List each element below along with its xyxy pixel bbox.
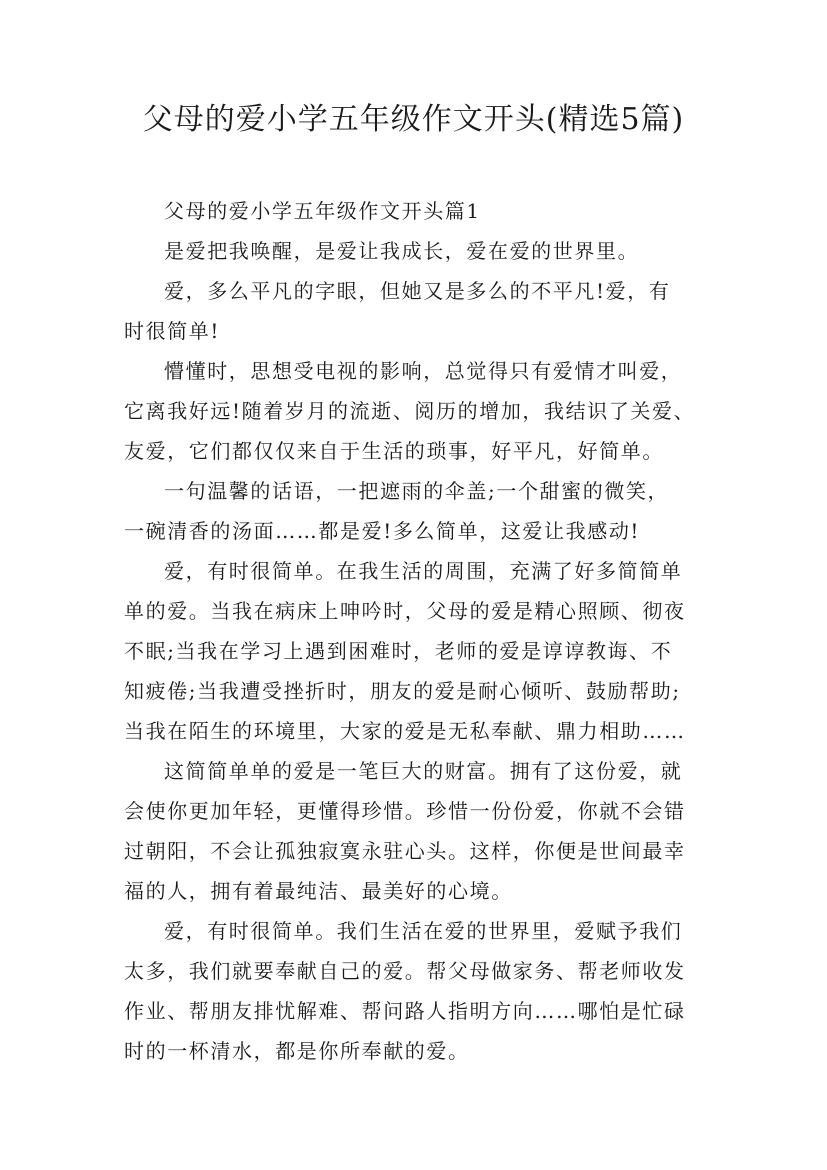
text-line: 过朝阳，不会让孤独寂寞永驻心头。这样，你便是世间最幸 bbox=[124, 839, 686, 863]
paragraph bbox=[124, 231, 714, 271]
paragraph bbox=[124, 911, 714, 1071]
text-line: 爱，有时很简单。我们生活在爱的世界里，爱赋予我们 bbox=[164, 919, 683, 943]
text-line: 一句温馨的话语，一把遮雨的伞盖;一个甜蜜的微笑， bbox=[164, 479, 670, 503]
document-body bbox=[124, 191, 714, 1071]
text-line: 是爱把我唤醒，是爱让我成长，爱在爱的世界里。 bbox=[164, 239, 640, 263]
paragraph bbox=[124, 471, 714, 551]
text-line: 它离我好远!随着岁月的流逝、阅历的增加，我结识了关爱、 bbox=[124, 399, 696, 423]
text-line: 爱，有时很简单。在我生活的周围，充满了好多简简单 bbox=[164, 559, 683, 583]
text-line: 当我在陌生的环境里，大家的爱是无私奉献、鼎力相助…… bbox=[124, 719, 686, 743]
text-line: 会使你更加年轻，更懂得珍惜。珍惜一份份爱，你就不会错 bbox=[124, 799, 686, 823]
text-line: 懵懂时，思想受电视的影响，总觉得只有爱情才叫爱， bbox=[164, 359, 683, 383]
text-line: 父母的爱小学五年级作文开头篇1 bbox=[164, 199, 481, 223]
text-line: 太多，我们就要奉献自己的爱。帮父母做家务、帮老师收发 bbox=[124, 959, 686, 983]
text-line: 知疲倦;当我遭受挫折时，朋友的爱是耐心倾听、鼓励帮助; bbox=[124, 679, 681, 703]
text-line: 时的一杯清水，都是你所奉献的爱。 bbox=[124, 1039, 470, 1063]
text-line: 友爱，它们都仅仅来自于生活的琐事，好平凡，好简单。 bbox=[124, 439, 664, 463]
paragraph bbox=[124, 551, 714, 751]
paragraph bbox=[124, 751, 714, 911]
text-line: 福的人，拥有着最纯洁、最美好的心境。 bbox=[124, 879, 513, 903]
paragraph bbox=[124, 351, 714, 471]
text-line: 作业、帮朋友排忧解难、帮问路人指明方向……哪怕是忙碌 bbox=[124, 999, 686, 1023]
text-line: 一碗清香的汤面……都是爱!多么简单，这爱让我感动! bbox=[124, 519, 641, 543]
text-line: 这简简单单的爱是一笔巨大的财富。拥有了这份爱，就 bbox=[164, 759, 683, 783]
paragraph-heading bbox=[124, 191, 714, 231]
text-line: 不眠;当我在学习上遇到困难时，老师的爱是谆谆教诲、不 bbox=[124, 639, 673, 663]
document-title: 父母的爱小学五年级作文开头(精选5篇) bbox=[142, 102, 685, 137]
text-line: 单的爱。当我在病床上呻吟时，父母的爱是精心照顾、彻夜 bbox=[124, 599, 686, 623]
text-line: 时很简单! bbox=[124, 319, 221, 343]
paragraph bbox=[124, 271, 714, 351]
text-line: 爱，多么平凡的字眼，但她又是多么的不平凡!爱，有 bbox=[164, 279, 671, 303]
